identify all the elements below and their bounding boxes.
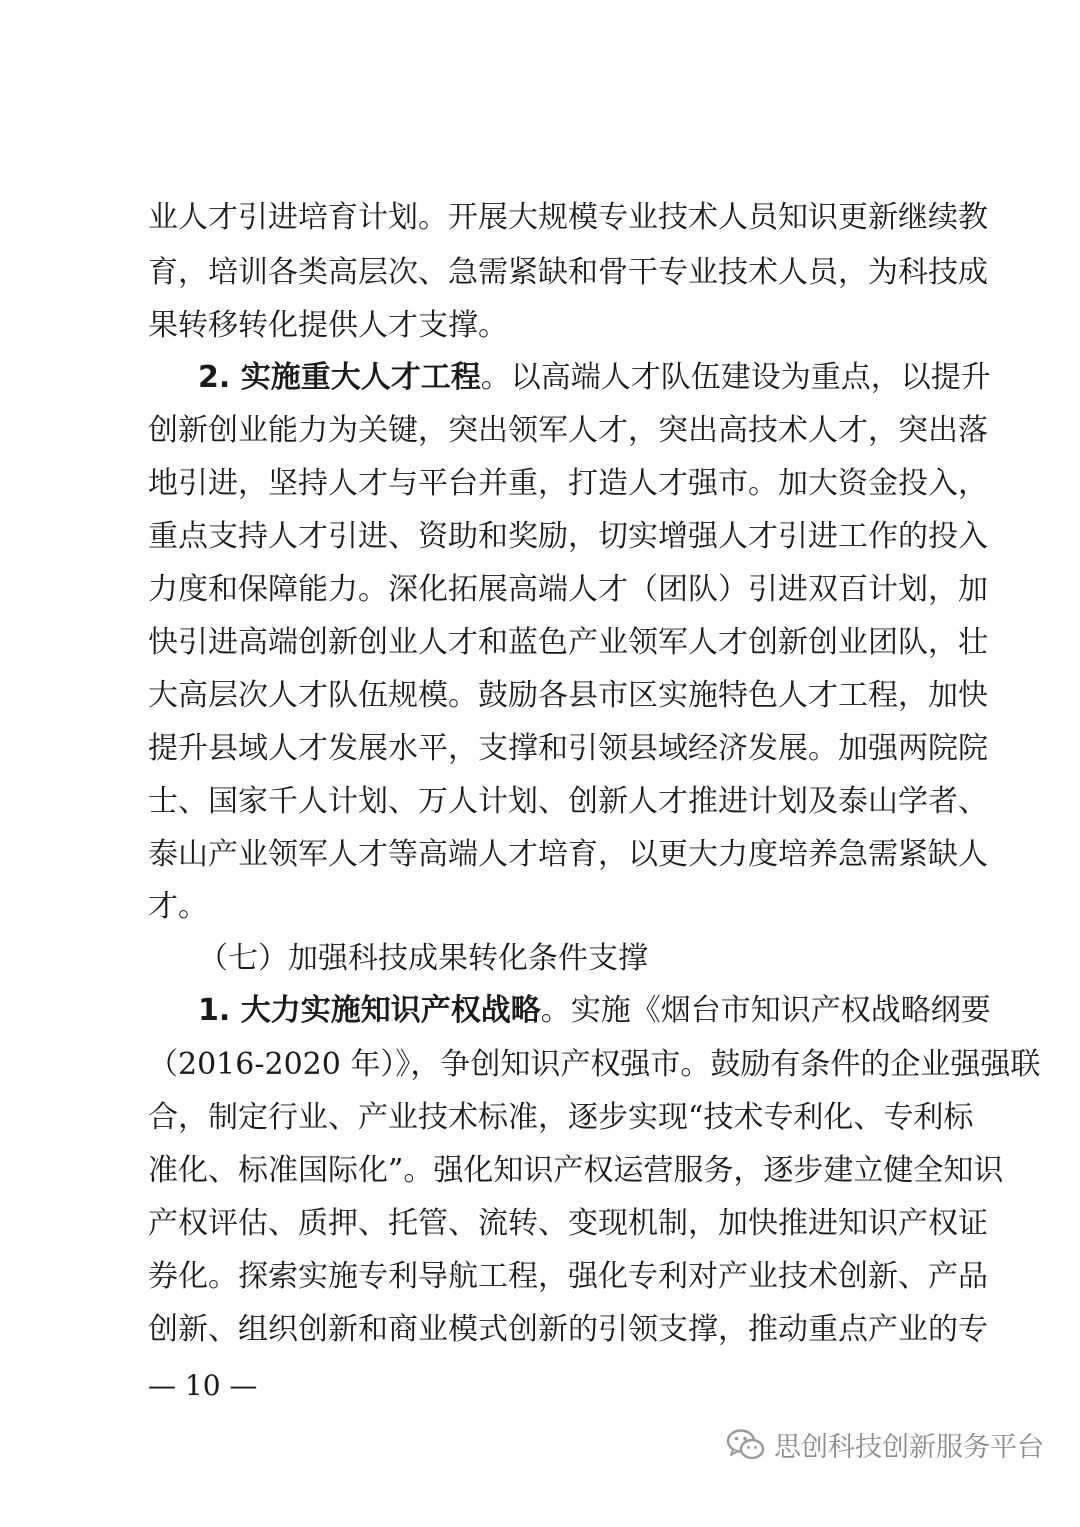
paragraph-line: 士、国家千人计划、万人计划、创新人才推进计划及泰山学者、 — [148, 784, 988, 819]
item-1-text: 。实施《烟台市知识产权战略纲要 — [540, 993, 991, 1028]
paragraph-line: 合，制定行业、产业技术标准，逐步实现“技术专利化、专利标 — [148, 1100, 974, 1135]
item-1-heading: 1. 大力实施知识产权战略 — [198, 993, 541, 1028]
paragraph-line: 力度和保障能力。深化拓展高端人才（团队）引进双百计划，加 — [148, 572, 988, 607]
paragraph-line: 地引进，坚持人才与平台并重，打造人才强市。加大资金投入， — [148, 466, 988, 501]
watermark-text: 思创科技创新服务平台 — [774, 1432, 1044, 1463]
paragraph-line: 创新、组织创新和商业模式创新的引领支撑，推动重点产业的专 — [148, 1312, 988, 1347]
page-number: — 10 — — [148, 1369, 258, 1402]
item-2-first-line — [198, 360, 991, 395]
paragraph-line: 快引进高端创新创业人才和蓝色产业领军人才创新创业团队，壮 — [148, 625, 988, 660]
item-1-first-line — [198, 993, 991, 1028]
paragraph-line: 果转移转化提供人才支撑。 — [148, 308, 508, 343]
paragraph-line: 泰山产业领军人才等高端人才培育，以更大力度培养急需紧缺人 — [148, 837, 988, 872]
paragraph-line: 业人才引进培育计划。开展大规模专业技术人员知识更新继续教 — [148, 200, 988, 235]
wechat-icon — [726, 1428, 766, 1462]
paragraph-line: （2016-2020 年）》，争创知识产权强市。鼓励有条件的企业强强联 — [148, 1047, 1041, 1082]
paragraph-line: 重点支持人才引进、资助和奖励，切实增强人才引进工作的投入 — [148, 519, 988, 554]
paragraph-line: 创新创业能力为关键，突出领军人才，突出高技术人才，突出落 — [148, 413, 988, 448]
paragraph-line: 准化、标准国际化”。强化知识产权运营服务，逐步建立健全知识 — [148, 1153, 1004, 1188]
item-2-text: 。以高端人才队伍建设为重点，以提升 — [480, 360, 991, 395]
paragraph-line: 大高层次人才队伍规模。鼓励各县市区实施特色人才工程，加快 — [148, 678, 988, 713]
paragraph-line: 产权评估、质押、托管、流转、变现机制，加快推进知识产权证 — [148, 1206, 988, 1241]
paragraph-line: 券化。探索实施专利导航工程，强化专利对产业技术创新、产品 — [148, 1259, 988, 1294]
paragraph-line: 才。 — [148, 889, 208, 924]
paragraph-line: 提升县域人才发展水平，支撑和引领县域经济发展。加强两院院 — [148, 731, 988, 766]
watermark — [726, 1425, 1044, 1464]
section-heading: （七）加强科技成果转化条件支撑 — [198, 941, 648, 976]
paragraph-line: 育，培训各类高层次、急需紧缺和骨干专业技术人员，为科技成 — [148, 255, 988, 290]
item-2-heading: 2. 实施重大人才工程 — [198, 360, 481, 395]
